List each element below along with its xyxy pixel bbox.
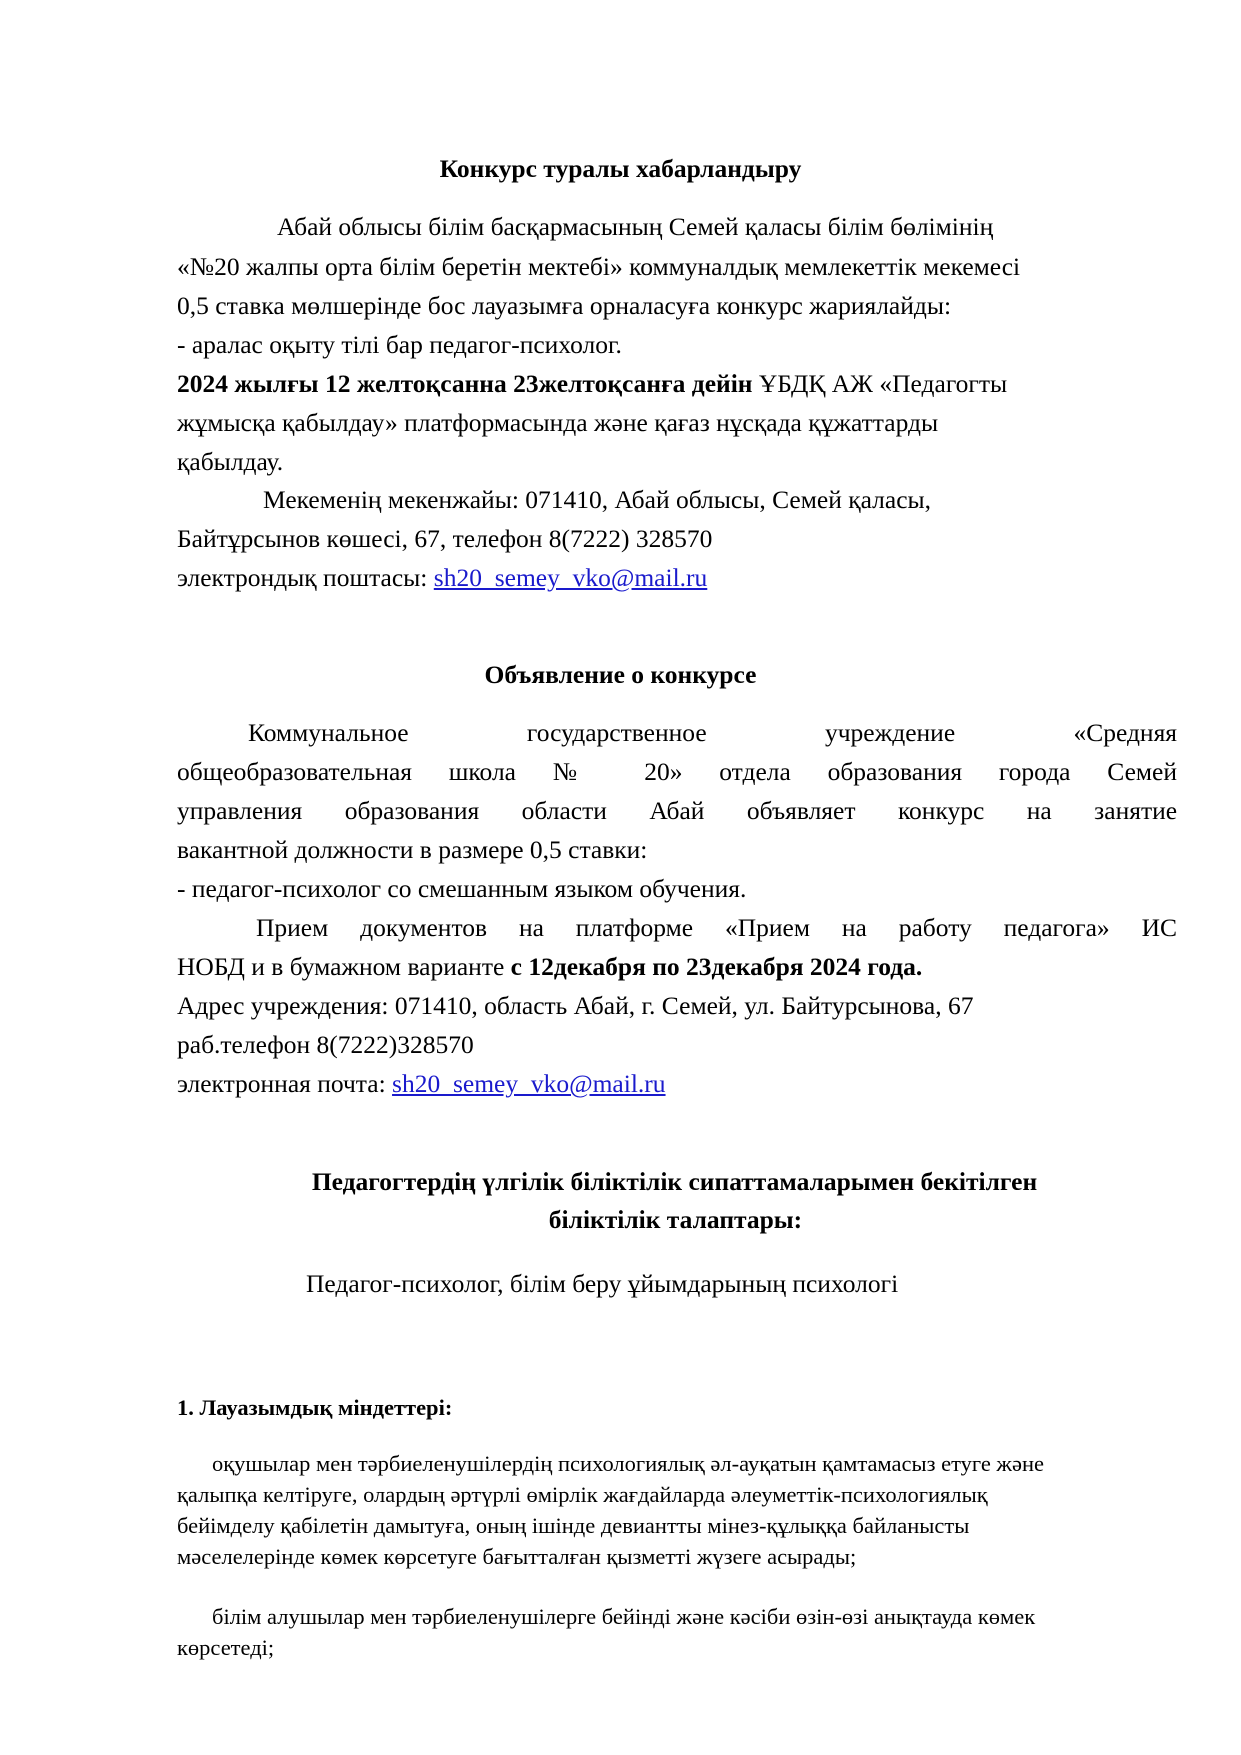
ru-email-link[interactable]: sh20_semey_vko@mail.ru	[392, 1069, 666, 1098]
ru-address: Адрес учреждения: 071410, область Абай, г. Семей, ул. Байтурсынова, 67	[177, 991, 974, 1020]
ru-word: на	[1026, 796, 1052, 825]
para2-line-2: көрсетеді;	[177, 1635, 275, 1660]
req-title-line-1: Педагогтердің үлгілік біліктілік сипаттамаларымен бекітілген	[311, 1167, 1038, 1196]
ru-word: документов	[360, 913, 488, 942]
ru-line-4: вакантной должности в размере 0,5 ставки:	[177, 835, 648, 864]
ru-word: образования	[344, 796, 480, 825]
ru-word: образования	[827, 757, 963, 786]
ru-word: Прием	[256, 913, 329, 942]
ru-word: педагога»	[1003, 913, 1110, 942]
ru-word: 20»	[644, 757, 683, 786]
ru-word: на	[841, 913, 867, 942]
kz-title: Конкурс туралы хабарландыру	[439, 154, 802, 183]
ru-word: города	[998, 757, 1071, 786]
ru-word: управления	[177, 796, 303, 825]
ru-word: работу	[898, 913, 972, 942]
ru-word: «Прием	[724, 913, 810, 942]
ru-docs-plain: НОБД и в бумажном варианте	[177, 952, 511, 981]
kz-email-link[interactable]: sh20_semey_vko@mail.ru	[433, 563, 708, 592]
req-title-line-2: біліктілік талаптары:	[548, 1205, 803, 1234]
ru-word: учреждение	[824, 718, 956, 747]
ru-docs-bold: с 12декабря по 23декабря 2024 года.	[510, 952, 923, 981]
ru-word: общеобразовательная	[177, 757, 413, 786]
para1-line-1: оқушылар мен тәрбиеленушілердің психологиялық әл-ауқатын қамтамасыз етуге және	[212, 1451, 1044, 1476]
ru-word: ИС	[1141, 913, 1177, 942]
ru-email-line	[177, 1065, 666, 1103]
kz-line-3: 0,5 ставка мөлшерінде бос лауазымға орналасуға конкурс жариялайды:	[177, 291, 952, 320]
ru-word: Коммунальное	[248, 718, 409, 747]
para1-line-2: қалыпқа келтіруге, олардың әртүрлі өмірлік жағдайларда әлеуметтік-психологиялық	[177, 1482, 988, 1507]
ru-word: «Средняя	[1073, 718, 1178, 747]
para2-line-1: білім алушылар мен тәрбиеленушілерге бейінді және кәсіби өзін-өзі анықтауда көмек	[212, 1604, 1036, 1629]
para1-line-4: мәселелерінде көмек көрсетуге бағытталған қызметті жүзеге асырады;	[177, 1544, 857, 1569]
ru-word: Абай	[649, 796, 705, 825]
kz-email-line	[177, 559, 707, 597]
ru-phone: раб.телефон 8(7222)328570	[177, 1030, 474, 1059]
kz-address-2: Байтұрсынов көшесі, 67, телефон 8(7222) 328570	[177, 524, 713, 553]
ru-word: государственное	[526, 718, 707, 747]
ru-word: области	[521, 796, 607, 825]
kz-dates-line-3: қабылдау.	[177, 447, 284, 476]
ru-word: объявляет	[746, 796, 856, 825]
kz-line-4: - аралас оқыту тілі бар педагог-психолог.	[177, 330, 622, 359]
req-position: Педагог-психолог, білім беру ұйымдарының психологі	[306, 1269, 899, 1298]
para1-line-3: бейімделу қабілетін дамытуға, оның ішінде девиантты мінез-құлыққа байланысты	[177, 1513, 970, 1538]
ru-line-5: - педагог-психолог со смешанным языком обучения.	[177, 874, 747, 903]
kz-address-1: Мекеменің мекенжайы: 071410, Абай облысы, Семей қаласы,	[263, 485, 932, 514]
kz-email-label: электрондық поштасы:	[177, 563, 434, 592]
ru-docs-line-2	[177, 948, 922, 986]
ru-title: Объявление о конкурсе	[484, 660, 757, 689]
ru-word: №	[552, 757, 608, 786]
kz-line-1: Абай облысы білім басқармасының Семей қаласы білім бөлімінің	[277, 212, 994, 241]
ru-line-3	[177, 792, 1177, 830]
ru-word: на	[518, 913, 544, 942]
ru-line-2	[177, 753, 1177, 791]
ru-word: школа	[448, 757, 516, 786]
ru-word: отдела	[719, 757, 791, 786]
kz-dates-line	[177, 365, 1007, 403]
ru-word: Семей	[1107, 757, 1178, 786]
kz-dates-bold: 2024 жылғы 12 желтоқсанна 23желтоқсанға дейін	[177, 369, 753, 398]
kz-dates-line-2: жұмысқа қабылдау» платформасында және қағаз нұсқада құжаттарды	[177, 408, 939, 437]
ru-word: платформе	[575, 913, 694, 942]
ru-word: конкурс	[897, 796, 985, 825]
section-heading: 1. Лауазымдық міндеттері:	[177, 1395, 453, 1420]
kz-dates-rest: ҰБДҚ АЖ «Педагогты	[752, 369, 1008, 398]
kz-line-2: «№20 жалпы орта білім беретін мектебі» коммуналдық мемлекеттік мекемесі	[177, 252, 1021, 281]
ru-word: занятие	[1094, 796, 1178, 825]
ru-email-label: электронная почта:	[177, 1069, 393, 1098]
ru-docs-line-1	[256, 909, 1177, 947]
ru-line-1	[248, 714, 1177, 752]
